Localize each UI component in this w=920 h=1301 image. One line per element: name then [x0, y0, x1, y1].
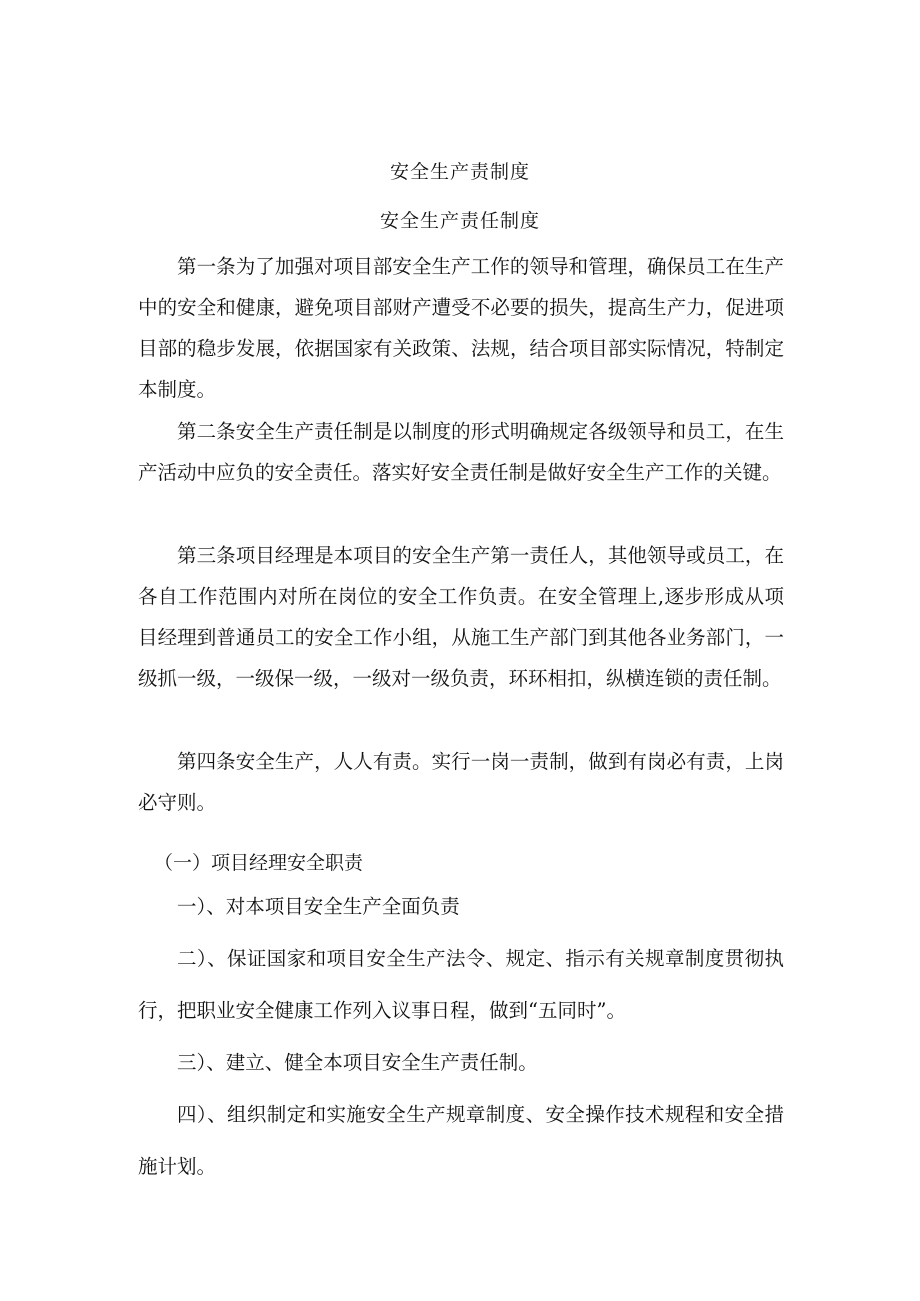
duty-item-2: 二）、保证国家和项目安全生产法令、规定、指示有关规章制度贯彻执行，把职业安全健康工作列入议事日程，做到“五同时”。 — [138, 947, 784, 1022]
article-4: 第四条安全生产，人人有责。实行一岗一责制，做到有岗必有责，上岗必守则。 — [138, 750, 784, 814]
document-subtitle: 安全生产责任制度 — [379, 210, 540, 232]
article-2: 第二条安全生产责任制是以制度的形式明确规定各级领导和员工，在生产活动中应负的安全责任。落实好安全责任制是做好安全生产工作的关键。 — [138, 420, 784, 484]
duty-item-1: 一）、对本项目安全生产全面负责 — [177, 895, 460, 918]
duty-item-3: 三）、建立、健全本项目安全生产责任制。 — [177, 1051, 538, 1074]
duty-item-4: 四）、组织制定和实施安全生产规章制度、安全操作技术规程和安全措施计划。 — [138, 1103, 784, 1178]
section-heading: （一）项目经理安全职责 — [154, 852, 364, 874]
article-1: 第一条为了加强对项目部安全生产工作的领导和管理，确保员工在生产中的安全和健康，避免项目部财产遭受不必要的损失，提高生产力，促进项目部的稳步发展，依据国家有关政策、法规，结合项目部实际情况，特制定本制度。 — [138, 255, 784, 401]
document-title: 安全生产责制度 — [389, 161, 530, 183]
article-3: 第三条项目经理是本项目的安全生产第一责任人，其他领导或员工，在各自工作范围内对所在岗位的安全工作负责。在安全管理上,逐步形成从项目经理到普通员工的安全工作小组，从施工生产部门到其他各业务部门，一级抓一级，一级保一级，一级对一级负责，环环相扣，纵横连锁的责任制。 — [138, 544, 784, 690]
